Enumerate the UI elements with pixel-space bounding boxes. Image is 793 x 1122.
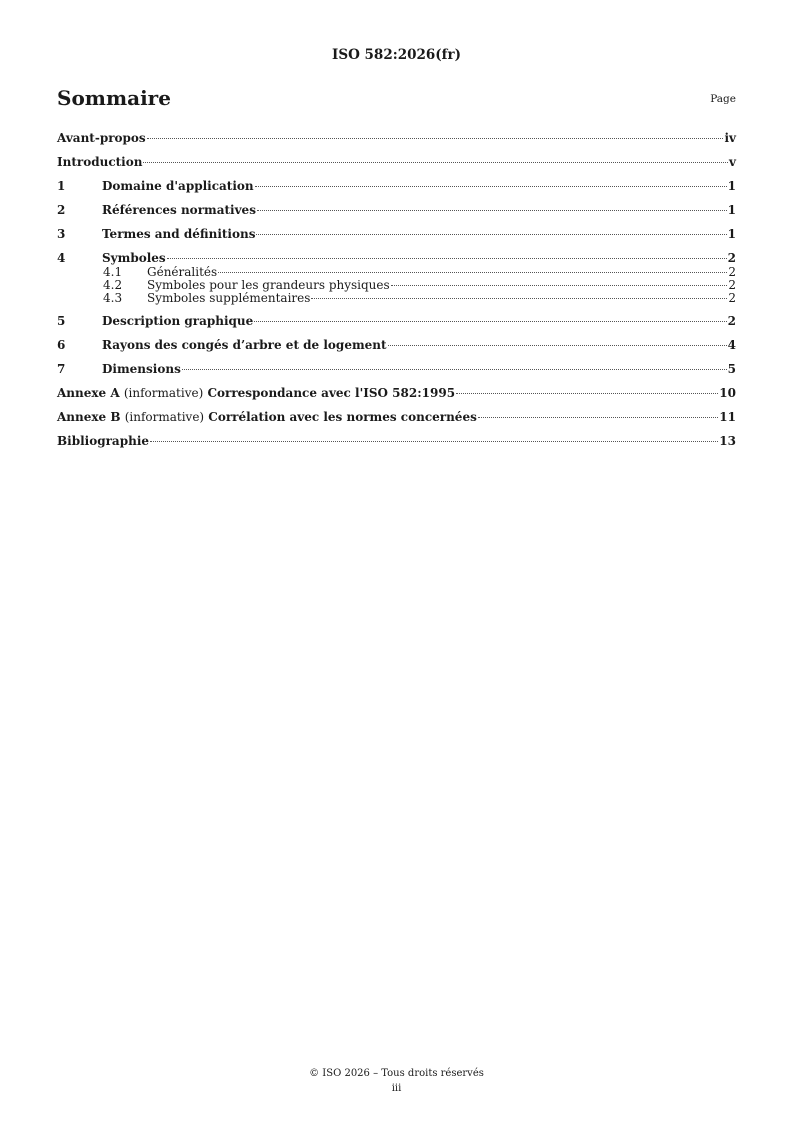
dot-leader bbox=[147, 138, 724, 139]
toc-entry-bibliography[interactable] bbox=[57, 434, 736, 449]
toc-entry-annex-b[interactable] bbox=[57, 410, 736, 425]
toc-entry-clause-7[interactable] bbox=[57, 362, 736, 377]
dot-leader bbox=[182, 369, 727, 370]
dot-leader bbox=[150, 441, 718, 442]
toc-entry-clause-1[interactable] bbox=[57, 179, 736, 194]
page-footer bbox=[0, 1066, 793, 1096]
toc-entry-page: 2 bbox=[728, 278, 736, 292]
toc-entry-clause-6[interactable] bbox=[57, 338, 736, 353]
toc-entry-page: 5 bbox=[727, 362, 736, 376]
toc-entry-label[interactable]: Avant-propos bbox=[57, 131, 146, 145]
toc-entry-label[interactable]: Bibliographie bbox=[57, 434, 150, 448]
toc-entry-page: 11 bbox=[719, 410, 736, 424]
toc-entry-page: 2 bbox=[727, 251, 736, 265]
dot-leader bbox=[256, 234, 726, 235]
dot-leader bbox=[478, 417, 718, 418]
toc-entry-clause-4-3[interactable] bbox=[57, 292, 736, 305]
dot-leader bbox=[143, 162, 728, 163]
document-header: ISO 582:2026(fr) bbox=[332, 47, 461, 63]
table-of-contents bbox=[57, 131, 736, 449]
dot-leader bbox=[255, 186, 727, 187]
toc-entry-number: 7 bbox=[57, 362, 66, 376]
toc-entry-label[interactable]: Références normatives bbox=[102, 203, 256, 217]
annex-prefix: Annexe A bbox=[57, 386, 120, 400]
dot-leader bbox=[167, 258, 727, 259]
toc-entry-page: 2 bbox=[727, 314, 736, 328]
annex-prefix: Annexe B bbox=[57, 410, 121, 424]
toc-entry-label[interactable]: Domaine d'application bbox=[102, 179, 254, 193]
toc-entry-number: 4 bbox=[57, 251, 66, 265]
toc-entry-page: 4 bbox=[727, 338, 736, 352]
toc-entry-label[interactable]: Symboles supplémentaires bbox=[147, 291, 311, 305]
toc-entry-label[interactable] bbox=[57, 410, 477, 425]
toc-entry-page: v bbox=[729, 155, 736, 169]
toc-entry-number: 1 bbox=[57, 179, 66, 193]
toc-entry-clause-3[interactable] bbox=[57, 227, 736, 242]
toc-entry-label[interactable] bbox=[57, 386, 455, 401]
dot-leader bbox=[218, 272, 727, 273]
annex-title: Correspondance avec l'ISO 582:1995 bbox=[207, 386, 456, 400]
toc-entry-page: 2 bbox=[728, 291, 736, 305]
toc-entry-number: 2 bbox=[57, 203, 66, 217]
toc-entry-annex-a[interactable] bbox=[57, 386, 736, 401]
toc-entry-label[interactable]: Introduction bbox=[57, 155, 143, 169]
toc-entry-clause-2[interactable] bbox=[57, 203, 736, 218]
page-column-label: Page bbox=[710, 93, 736, 105]
toc-entry-number: 4.2 bbox=[103, 278, 123, 292]
toc-entry-page: 13 bbox=[719, 434, 736, 448]
toc-entry-foreword[interactable] bbox=[57, 131, 736, 146]
annex-title: Corrélation avec les normes concernées bbox=[208, 410, 477, 424]
toc-entry-page: 2 bbox=[728, 265, 736, 279]
toc-entry-number: 5 bbox=[57, 314, 66, 328]
toc-entry-page: iv bbox=[724, 131, 736, 145]
toc-entry-label[interactable]: Symboles bbox=[102, 251, 166, 265]
toc-title: Sommaire bbox=[57, 86, 171, 110]
dot-leader bbox=[254, 321, 726, 322]
toc-entry-label[interactable]: Termes and définitions bbox=[102, 227, 256, 241]
toc-entry-label[interactable]: Rayons des congés d’arbre et de logement bbox=[102, 338, 387, 352]
toc-entry-page: 1 bbox=[727, 203, 736, 217]
dot-leader bbox=[388, 345, 727, 346]
page-number: iii bbox=[391, 1083, 402, 1094]
toc-entry-number: 4.3 bbox=[103, 291, 123, 305]
dot-leader bbox=[391, 285, 728, 286]
toc-entry-number: 6 bbox=[57, 338, 66, 352]
toc-entry-number: 4.1 bbox=[103, 265, 123, 279]
toc-entry-clause-4[interactable] bbox=[57, 251, 736, 266]
toc-entry-number: 3 bbox=[57, 227, 66, 241]
toc-entry-label[interactable]: Généralités bbox=[147, 265, 218, 279]
annex-type: (informative) bbox=[123, 386, 204, 400]
toc-entry-label[interactable]: Symboles pour les grandeurs physiques bbox=[147, 278, 390, 292]
toc-entry-page: 1 bbox=[727, 179, 736, 193]
dot-leader bbox=[456, 393, 718, 394]
toc-entry-introduction[interactable] bbox=[57, 155, 736, 170]
toc-entry-label[interactable]: Dimensions bbox=[102, 362, 181, 376]
toc-entry-page: 1 bbox=[727, 227, 736, 241]
dot-leader bbox=[311, 298, 727, 299]
toc-entry-page: 10 bbox=[719, 386, 736, 400]
annex-type: (informative) bbox=[124, 410, 205, 424]
dot-leader bbox=[257, 210, 727, 211]
toc-entry-clause-5[interactable] bbox=[57, 314, 736, 329]
toc-entry-label[interactable]: Description graphique bbox=[102, 314, 254, 328]
copyright-notice: © ISO 2026 – Tous droits réservés bbox=[309, 1068, 484, 1079]
